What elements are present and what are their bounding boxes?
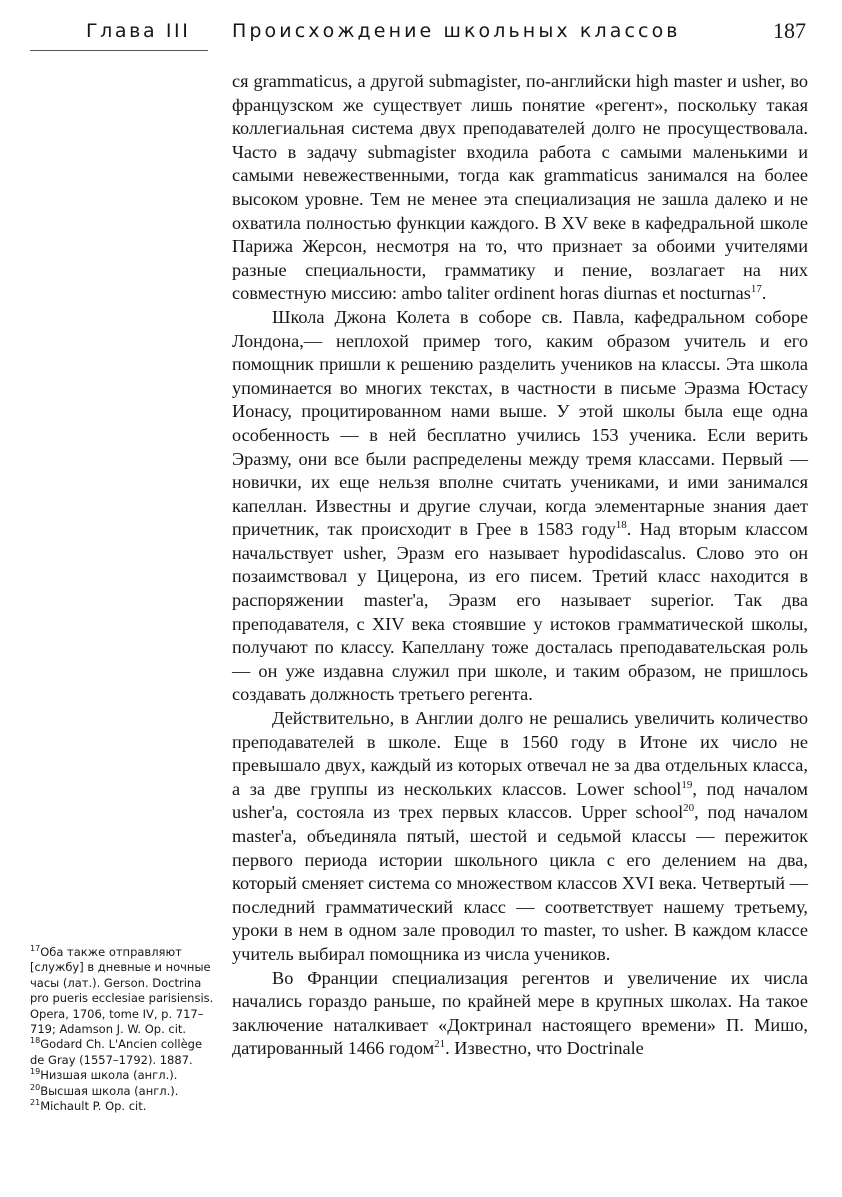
footnote-number: 20 [30,1082,41,1092]
paragraph-text: ся grammaticus, а другой submagister, по-английски high master и usher, во французском же существует лишь понятие «регент», поскольку такая коллегиальная система двух преподавателей долго не просуществовала. Часто в задачу submagister входила работа с самыми маленькими и самыми невежественными, тогда как grammaticus занимался на более высоком уровне. Тем не менее эта специализация не зашла далеко и не охватила полностью функции каждого. В XV веке в кафедральной школе Парижа Жерсон, несмотря на то, что признает за обоими учителями разные специальности, грамматику и пение, возлагает на них совместную миссию: ambo taliter ordinent horas diurnas et nocturnas [232,71,808,304]
paragraph-text: , под началом master'а, объединяла пятый, шестой и седьмой классы — пережиток первого периода истории школьного цикла с его делением на два, который сменяет система со множеством классов XVI века. Четвертый — последний грамматический класс — соответствует нашему третьему, уроки в нем в одном зале проводил то master, то usher. В каждом классе учитель выбирал помощника из числа учеников. [232,802,808,964]
chapter-title: Происхождение школьных классов [232,20,681,42]
header-rule [30,50,208,51]
chapter-label: Глава III [86,20,191,42]
paragraph-text: Во Франции специализация регентов и увеличение их числа начались гораздо раньше, по крайней мере в крупных школах. На такое заключение наталкивает «Доктринал настоящего времени» П. Мишо, датированный 1466 годом [232,967,808,1059]
body-paragraph [232,70,808,306]
footnote-reference: 18 [615,519,627,532]
footnote-number: 21 [30,1098,41,1108]
running-head [0,0,842,46]
footnote-text: Godard Ch. L'Ancien collège de Gray (1557–1792). 1887. [30,1037,203,1067]
footnote-item [30,945,220,1037]
footnote-number: 17 [30,944,41,954]
paragraph-text: Школа Джона Колета в соборе св. Павла, кафедральном соборе Лондона,— неплохой пример того, каким образом учитель и его помощник пришли к решению разделить учеников на классы. Эта школа упоминается во многих текстах, в частности в письме Эразма Юстасу Ионасу, процитированном нами выше. У этой школы была еще одна особенность — в ней бесплатно учились 153 ученика. Если верить Эразму, они все были распределены между тремя классами. Первый — новички, их еще нельзя вполне считать учениками, и ими занимался капеллан. Известны и другие случаи, когда элементарные знания дает причетник, так происходит в Грее в 1583 году [232,306,808,540]
body-paragraph [232,707,808,967]
footnote-reference: 19 [681,778,693,791]
footnote-text: Оба также отправляют [службу] в дневные и ночные часы (лат.). Gerson. Doctrina pro pueris ecclesiae parisiensis. Opera, 1706, tome IV, p. 717–719; Adamson J. W. Op. cit. [30,945,214,1037]
paragraph-text: . [761,283,767,304]
footnote-reference: 17 [750,283,762,296]
body-paragraph [232,306,808,707]
footnote-reference: 21 [434,1038,446,1051]
footnotes [30,945,220,1114]
paragraph-text: . Над вторым классом начальствует usher, Эразм его называет hypodidascalus. Слово это он позаимствовал у Цицерона, из его писем. Третий класс находится в распоряжении master'а, Эразм его называет superior. Так два преподавателя, с XIV века стоявшие у истоков грамматической школы, получают по классу. Капеллану тоже досталась преподавательская роль — он уже издавна служил при школе, и таким образом, не пришлось создавать должность третьего регента. [232,519,808,705]
footnote-item [30,1084,220,1099]
footnote-number: 18 [30,1036,41,1046]
body-paragraph [232,967,808,1061]
footnote-item [30,1099,220,1114]
paragraph-text: . Известно, что Doctrinale [445,1038,644,1059]
footnote-text: Высшая школа (англ.). [40,1083,179,1098]
footnote-text: Низшая школа (англ.). [40,1068,178,1083]
footnote-item [30,1068,220,1083]
paragraph-text: Действительно, в Англии долго не решались увеличить количество преподавателей в школе. Еще в 1560 году в Итоне их число не превышало двух, каждый из которых отвечал не за два отдельных класса, а за две группы из нескольких классов. Lower school [232,708,808,799]
footnote-number: 19 [30,1067,41,1077]
footnote-text: Michault P. Op. cit. [40,1099,147,1114]
footnote-reference: 20 [683,802,695,815]
main-text [232,70,808,1061]
page-number: 187 [773,18,806,43]
footnote-item [30,1037,220,1068]
paragraph-text: , под началом usher'а, состояла из трех первых классов. Upper school [232,778,808,823]
